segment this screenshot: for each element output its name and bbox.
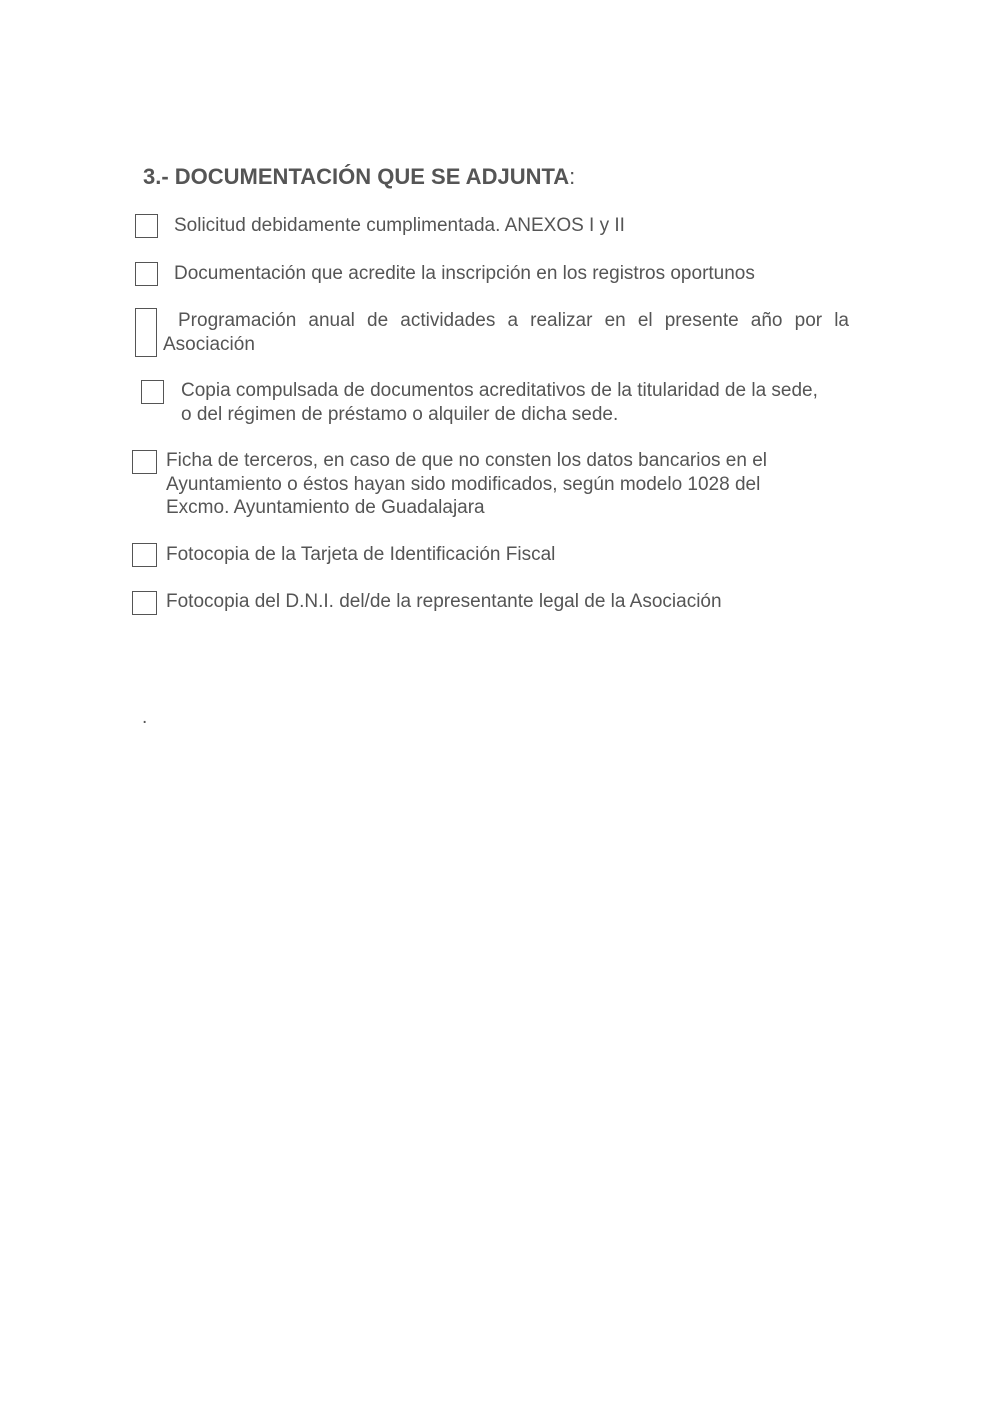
section-heading: [143, 164, 575, 190]
item-inscripcion-registros-text: Documentación que acredite la inscripción en los registros oportunos: [174, 263, 755, 284]
checkbox-dni-representante[interactable]: [132, 591, 157, 615]
item-ficha-terceros-line-2: Ayuntamiento o éstos hayan sido modificados, según modelo 1028 del: [166, 473, 761, 495]
item-copia-compulsada-text: [181, 379, 818, 426]
item-ficha-terceros-line-1: Ficha de terceros, en caso de que no consten los datos bancarios en el: [166, 450, 767, 471]
item-solicitud-text: Solicitud debidamente cumplimentada. ANEXOS I y II: [174, 215, 625, 236]
item-ficha-terceros-line-3: Excmo. Ayuntamiento de Guadalajara: [166, 497, 485, 518]
section-title: 3.- DOCUMENTACIÓN QUE SE ADJUNTA: [143, 164, 570, 189]
section-title-colon: :: [569, 164, 576, 189]
checkbox-tarjeta-fiscal[interactable]: [132, 543, 157, 567]
checkbox-ficha-terceros[interactable]: [132, 450, 157, 474]
item-programacion-anual-text: Programación anual de actividades a realizar en el presente año por la Asociación: [163, 310, 849, 355]
item-dni-representante-text: Fotocopia del D.N.I. del/de la representante legal de la Asociación: [166, 591, 722, 612]
checkbox-programacion-anual[interactable]: [135, 308, 157, 357]
item-tarjeta-fiscal-text: Fotocopia de la Tarjeta de Identificación Fiscal: [166, 544, 556, 565]
checkbox-inscripcion-registros[interactable]: [135, 262, 158, 286]
checkbox-solicitud[interactable]: [135, 214, 158, 238]
checkbox-copia-compulsada[interactable]: [141, 380, 164, 404]
item-copia-compulsada-line-2: o del régimen de préstamo o alquiler de dicha sede.: [181, 403, 619, 425]
item-copia-compulsada-line-1: Copia compulsada de documentos acreditativos de la titularidad de la sede,: [181, 380, 818, 401]
item-ficha-terceros-text: [166, 449, 767, 520]
footer-dot: .: [142, 707, 148, 728]
